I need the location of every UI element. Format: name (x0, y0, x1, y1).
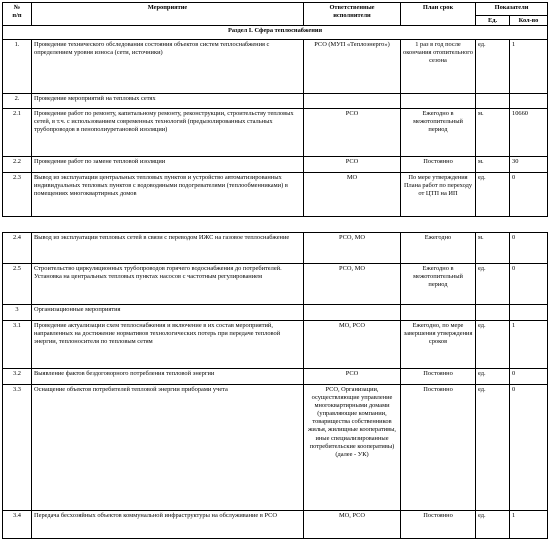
table-row: 2.2 Проведение работ по замене тепловой изоляции РСО Постоянно м. 30 (3, 157, 548, 173)
header-responsible: Ответственные исполнители (304, 3, 401, 26)
section-title: Раздел I. Сфера теплоснабжения (3, 26, 548, 40)
header-num: № п/п (3, 3, 32, 26)
table-row: 1. Проведение технического обследования состояния объектов систем теплоснабжения с определением уровня износа (сети, источники) РСО (МУП «Теплоэнерго») 1 раз в год после окончания отопительного сезона ед. 1 (3, 40, 548, 94)
plan-table-bottom (2, 232, 548, 539)
plan-table-top (2, 2, 548, 217)
table-row: 2. Проведение мероприятий на тепловых сетях (3, 94, 548, 109)
table-row: 3.1 Проведение актуализации схем теплоснабжения и включение в их состав мероприятий, направленных на достижение нормативов технологических потерь при передаче тепловой энергии, теплоносителя по тепловым сетям МО, РСО Ежегодно, по мере завершения утверждения сроков ед. 1 (3, 321, 548, 369)
table-row: 3 Организационные мероприятия (3, 305, 548, 321)
header-unit: Ед. (476, 16, 510, 26)
header-deadline: План срок (401, 3, 476, 26)
table-row: 2.1 Проведение работ по ремонту, капитальному ремонту, реконструкции, строительству тепловых сетей, в т.ч. с использованием современных технологий (предызолированных стальных трубопроводов в пенополиуретановой изоляции) РСО Ежегодно в межотопительный период м. 10660 (3, 109, 548, 157)
table-row: 2.5 Строительство циркуляционных трубопроводов горячего водоснабжения до потребителей. Установка на центральных тепловых пунктах насосов с частотным регулированием РСО, МО Ежегодно в межотопительный период ед. 0 (3, 264, 548, 305)
header-indicators: Показатели (476, 3, 548, 16)
table-row: 2.4 Вывод из эксплуатации тепловых сетей в связи с переводом ИЖС на газовое теплоснабжение РСО, МО Ежегодно м. 0 (3, 233, 548, 264)
header-qty: Кол-во (510, 16, 548, 26)
table-row: 3.3 Оснащение объектов потребителей тепловой энергии приборами учета РСО, Организации, осуществляющие управление многоквартирными домами (управляющие компании, товарищества собственников жилья, жилищные кооперативы, иные специализированные потребительские кооперативы) (далее - УК) Постоянно ед. 0 (3, 385, 548, 511)
header-event: Мероприятие (32, 3, 304, 26)
table-row: 3.2 Выявление фактов бездоговорного потребления тепловой энергии РСО Постоянно ед. 0 (3, 369, 548, 385)
table-row: 3.4 Передача бесхозяйных объектов коммунальной инфраструктуры на обслуживание в РСО МО, РСО Постоянно ед. 1 (3, 511, 548, 539)
table-row: 2.3 Вывод из эксплуатации центральных тепловых пунктов и устройство автоматизированных индивидуальных тепловых пунктов с водоводяными подогревателями (теплообменниками) в помещениях многоквартирных домов МО По мере утверждения Плана работ по переходу от ЦТП на ИП ед. 0 (3, 173, 548, 217)
